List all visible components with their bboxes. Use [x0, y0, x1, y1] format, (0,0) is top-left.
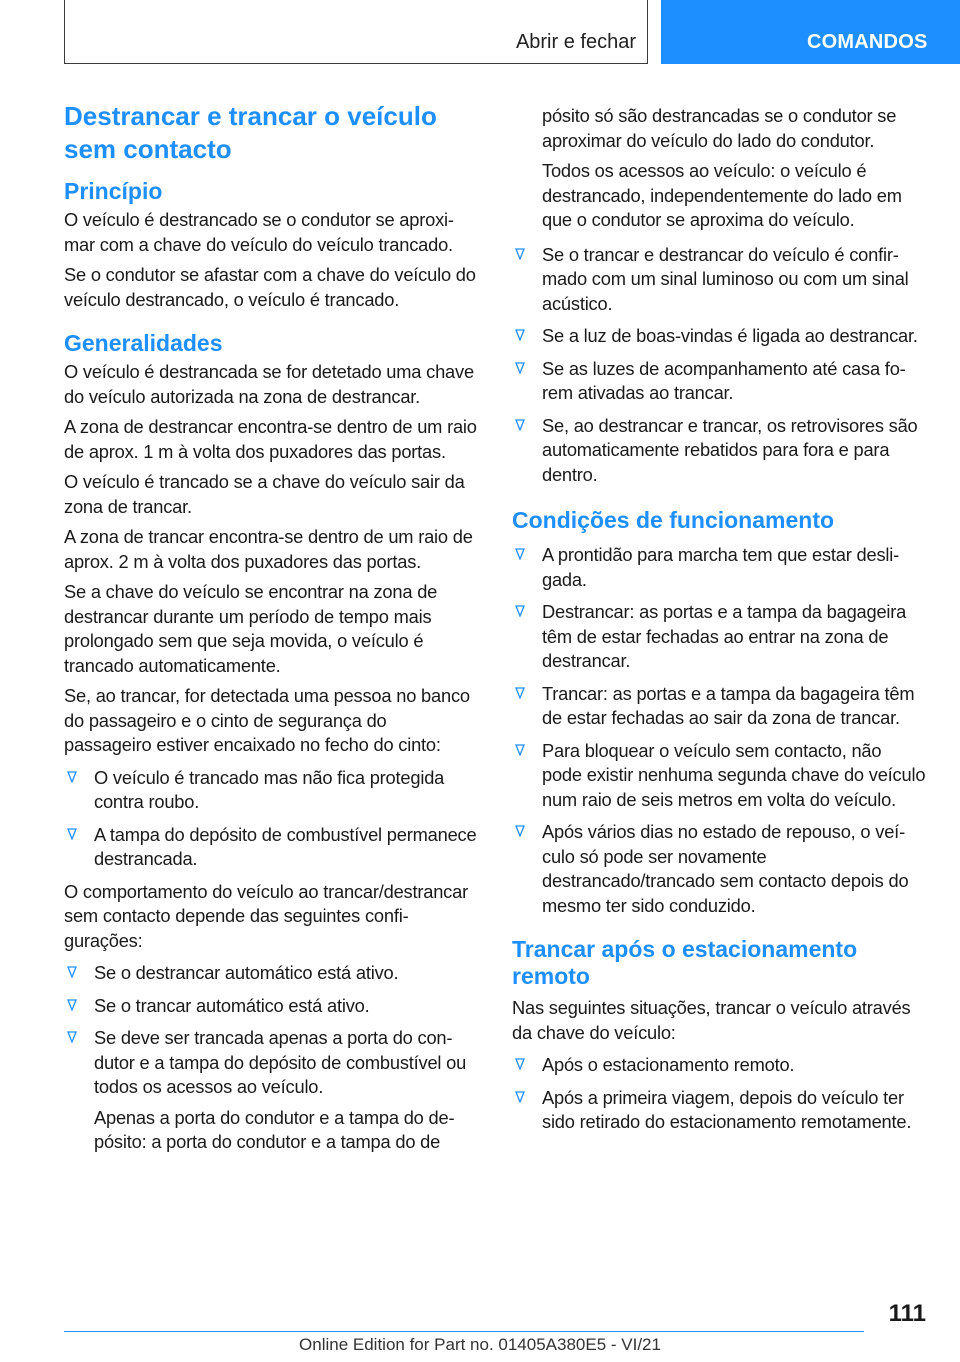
paragraph: O veículo é destrancada se for detetado uma chave do veículo autorizada na zona de destrancar.	[64, 361, 474, 407]
bullet-triangle-icon	[67, 828, 77, 840]
bullet-triangle-icon	[515, 744, 525, 756]
paragraph: Nas seguintes situações, trancar o veículo através da chave do veículo:	[512, 997, 911, 1043]
bullet-triangle-icon	[515, 825, 525, 837]
list-item: Destrancar: as portas e a tampa da bagageira têm de estar fechadas ao entrar na zona de destrancar.	[512, 600, 926, 674]
paragraph: Se o condutor se afastar com a chave do veículo do veículo destrancado, o veículo é trancado.	[64, 264, 476, 310]
paragraph: A zona de destrancar encontra-se dentro de um raio de aprox. 1 m à volta dos puxadores das portas.	[64, 416, 477, 462]
header-chapter-tab	[661, 0, 960, 64]
bullet-triangle-icon	[67, 771, 77, 783]
header-chapter-label: COMANDOS	[807, 31, 928, 53]
list-item: Se o destrancar automático está ativo.	[64, 961, 478, 986]
list-item: A tampa do depósito de combustível permanece destrancada.	[64, 823, 478, 872]
sub-paragraph: pósito só são destrancadas se o condutor se aproximar do veículo do lado do condutor.	[542, 105, 897, 151]
bullet-triangle-icon	[515, 1058, 525, 1070]
paragraph: A zona de trancar encontra-se dentro de um raio de aprox. 2 m à volta dos puxadores das portas.	[64, 526, 473, 572]
footer-divider	[64, 1331, 864, 1332]
bullet-triangle-icon	[67, 1031, 77, 1043]
heading-trancar-estacionamento: Trancar após o estacionamento remoto	[512, 936, 858, 989]
list-item: Se deve ser trancada apenas a porta do condutor e a tampa do depósito de combustível ou todos os acessos ao veículo.	[64, 1026, 478, 1100]
bullet-triangle-icon	[67, 999, 77, 1011]
page-number: 111	[888, 1300, 926, 1327]
list-item: Se, ao destrancar e trancar, os retrovisores são automaticamente rebatidos para fora e para dentro.	[512, 414, 926, 488]
paragraph: Se, ao trancar, for detectada uma pessoa no banco do passageiro e o cinto de segurança do passageiro estiver encaixado no fecho do cinto:	[64, 685, 470, 755]
bullet-triangle-icon	[515, 605, 525, 617]
paragraph: Se a chave do veículo se encontrar na zona de destrancar durante um período de tempo mais prolongado sem que seja movida, o veículo é trancado automaticamente.	[64, 581, 438, 676]
paragraph: O comportamento do veículo ao trancar/destrancar sem contacto depende das seguintes configurações:	[64, 880, 468, 951]
right-column	[512, 104, 926, 1143]
page-title: Destrancar e trancar o veículo sem contacto	[64, 101, 437, 164]
bullet-triangle-icon	[515, 1091, 525, 1103]
list-item: A prontidão para marcha tem que estar desligada.	[512, 543, 926, 592]
list-item: Se o trancar e destrancar do veículo é confirmado com um sinal luminoso ou com um sinal acústico.	[512, 243, 926, 317]
list-item: Se a luz de boas-vindas é ligada ao destrancar.	[512, 324, 926, 349]
list-item: Após o estacionamento remoto.	[512, 1053, 926, 1078]
bullet-triangle-icon	[515, 248, 525, 260]
list-item: Para bloquear o veículo sem contacto, não pode existir nenhuma segunda chave do veículo num raio de seis metros em volta do veículo.	[512, 739, 926, 813]
bullet-triangle-icon	[515, 329, 525, 341]
left-column	[64, 100, 478, 1161]
bullet-triangle-icon	[67, 966, 77, 978]
list-item: Trancar: as portas e a tampa da bagageira têm de estar fechadas ao sair da zona de trancar.	[512, 682, 926, 731]
heading-principio: Princípio	[64, 178, 163, 204]
header-section-label: Abrir e fechar	[515, 31, 636, 53]
heading-condicoes: Condições de funcionamento	[512, 507, 835, 533]
list-item: Se o trancar automático está ativo.	[64, 994, 478, 1019]
paragraph: O veículo é trancado se a chave do veículo sair da zona de trancar.	[64, 471, 465, 517]
bullet-triangle-icon	[515, 687, 525, 699]
sub-paragraph: Apenas a porta do condutor e a tampa do depósito: a porta do condutor e a tampa do de	[94, 1106, 455, 1152]
bullet-triangle-icon	[515, 419, 525, 431]
heading-generalidades: Generalidades	[64, 330, 223, 356]
list-item: Após a primeira viagem, depois do veículo ter sido retirado do estacionamento remotamente.	[512, 1086, 926, 1135]
bullet-triangle-icon	[515, 362, 525, 374]
list-item: O veículo é trancado mas não fica protegida contra roubo.	[64, 766, 478, 815]
bullet-triangle-icon	[515, 548, 525, 560]
list-item: Após vários dias no estado de repouso, o veículo só pode ser novamente destrancado/trancado sem contacto depois do mesmo ter sido conduzido.	[512, 820, 926, 918]
footer-edition: Online Edition for Part no. 01405A380E5 - VI/21	[299, 1335, 661, 1354]
paragraph: O veículo é destrancado se o condutor se aproximar com a chave do veículo do veículo trancado.	[64, 209, 454, 255]
sub-paragraph: Todos os acessos ao veículo: o veículo é destrancado, independentemente do lado em que o condutor se aproxima do veículo.	[542, 160, 902, 230]
list-item: Se as luzes de acompanhamento até casa forem ativadas ao trancar.	[512, 357, 926, 406]
